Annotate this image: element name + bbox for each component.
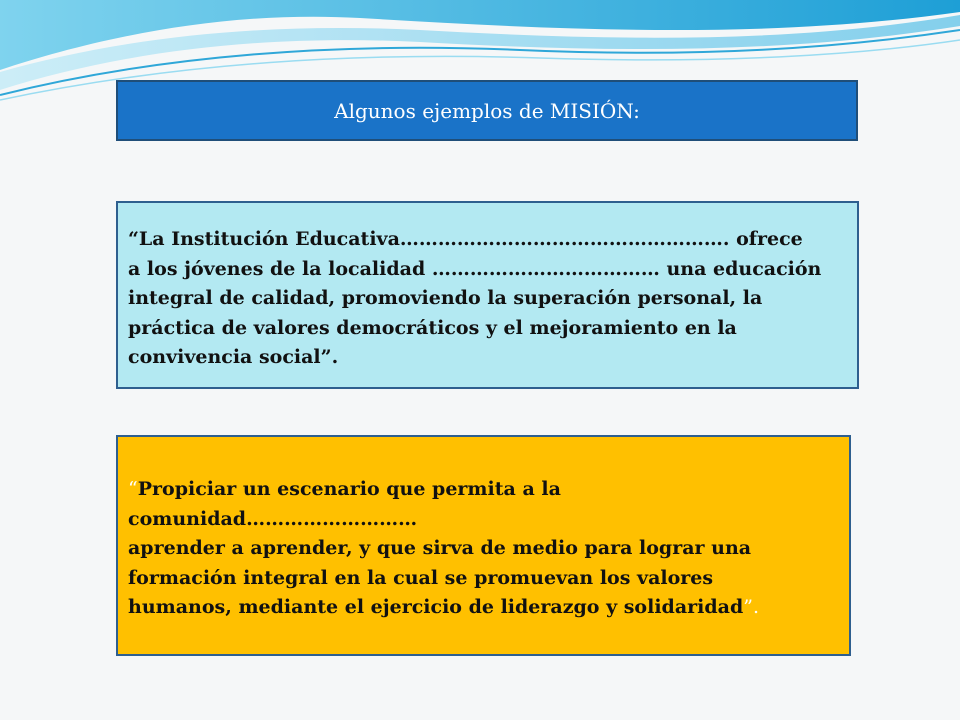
open-quote: “	[128, 478, 138, 500]
slide-title	[116, 80, 858, 141]
mission-1-line: “La Institución Educativa……………………………………………. ofrece	[128, 228, 803, 250]
mission-2-text: Propiciar un escenario que permita a la	[137, 478, 561, 500]
mission-1-line: convivencia social”.	[128, 346, 339, 368]
mission-1-line: integral de calidad, promoviendo la superación personal, la	[128, 287, 763, 309]
close-quote: ”.	[743, 596, 760, 618]
mission-example-2	[116, 435, 851, 656]
mission-example-1	[116, 201, 859, 389]
slide-title-text: Algunos ejemplos de MISIÓN:	[334, 98, 640, 123]
mission-2-line: comunidad………………………	[128, 507, 418, 530]
mission-2-line	[128, 593, 839, 623]
mission-2-text: humanos, mediante el ejercicio de liderazgo y solidaridad	[128, 596, 744, 618]
mission-1-line: práctica de valores democráticos y el mejoramiento en la	[128, 316, 737, 339]
mission-2-line: aprender a aprender, y que sirva de medio para lograr una	[128, 537, 752, 559]
mission-1-line: a los jóvenes de la localidad ……………………………… una educación	[128, 257, 822, 280]
mission-2-line: formación integral en la cual se promuevan los valores	[128, 566, 714, 589]
mission-2-line	[128, 475, 839, 505]
